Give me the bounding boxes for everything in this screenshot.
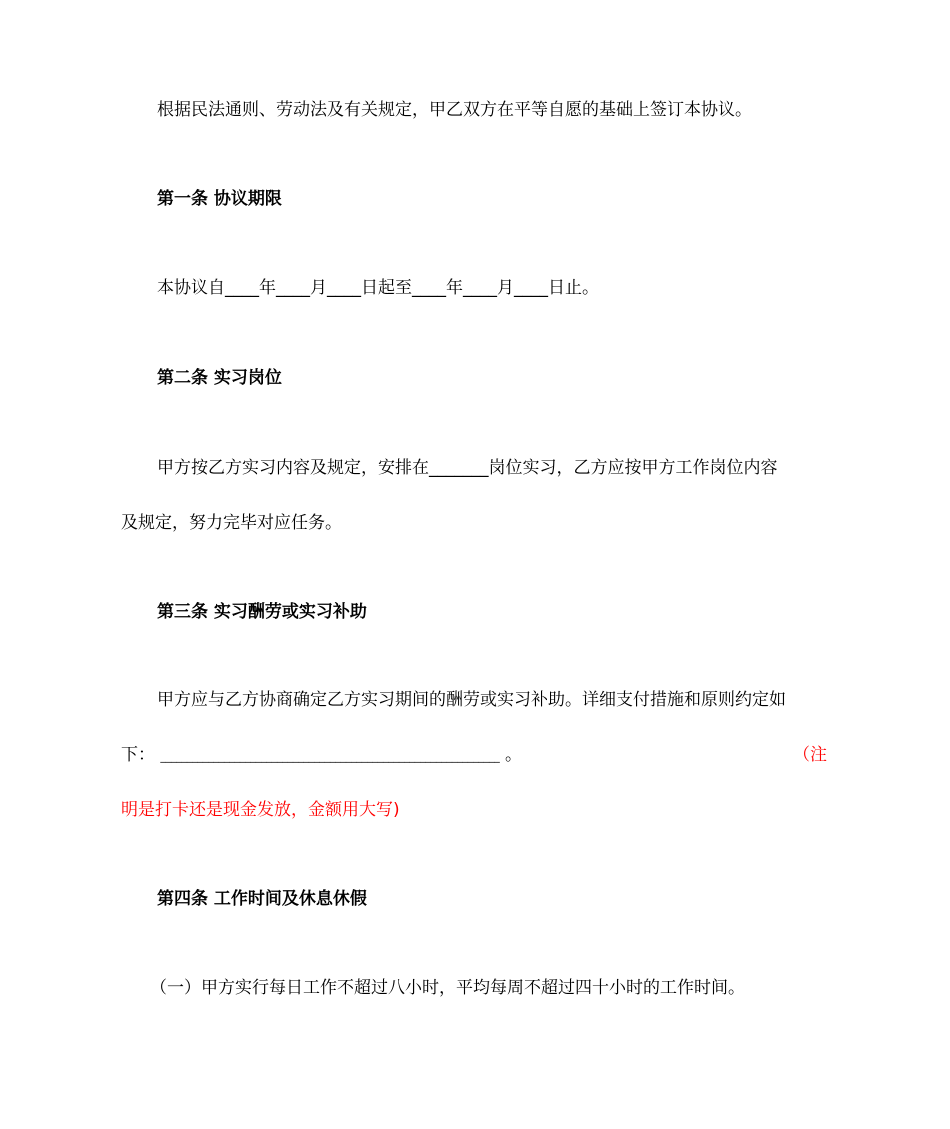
article1-heading: 第一条 协议期限 — [157, 189, 282, 209]
article2-text-line1: 甲方按乙方实习内容及规定，安排在_______岗位实习，乙方应按甲方工作岗位内容 — [157, 458, 778, 478]
intro-paragraph: 根据民法通则、劳动法及有关规定，甲乙双方在平等自愿的基础上签订本协议。 — [157, 100, 752, 120]
article3-prefix: 下： — [121, 745, 155, 765]
article3-text-line2 — [121, 743, 522, 769]
note-part2: 明是打卡还是现金发放，金额用大写) — [121, 800, 400, 820]
article2-heading: 第二条 实习岗位 — [157, 368, 282, 388]
article4-heading: 第四条 工作时间及休息休假 — [157, 889, 367, 909]
article3-heading: 第三条 实习酬劳或实习补助 — [157, 602, 367, 622]
article3-text-line1: 甲方应与乙方协商确定乙方实习期间的酬劳或实习补助。详细支付措施和原则约定如 — [157, 690, 786, 710]
payment-blank: ________________________________________________________________ — [160, 750, 500, 763]
article3-suffix: 。 — [505, 745, 523, 765]
article2-text-line2: 及规定，努力完毕对应任务。 — [121, 513, 342, 533]
note-part1: （注 — [793, 745, 827, 765]
article4-item1: （一）甲方实行每日工作不超过八小时，平均每周不超过四十小时的工作时间。 — [150, 978, 745, 998]
article1-text: 本协议自____年____月____日起至____年____月____日止。 — [157, 278, 599, 298]
